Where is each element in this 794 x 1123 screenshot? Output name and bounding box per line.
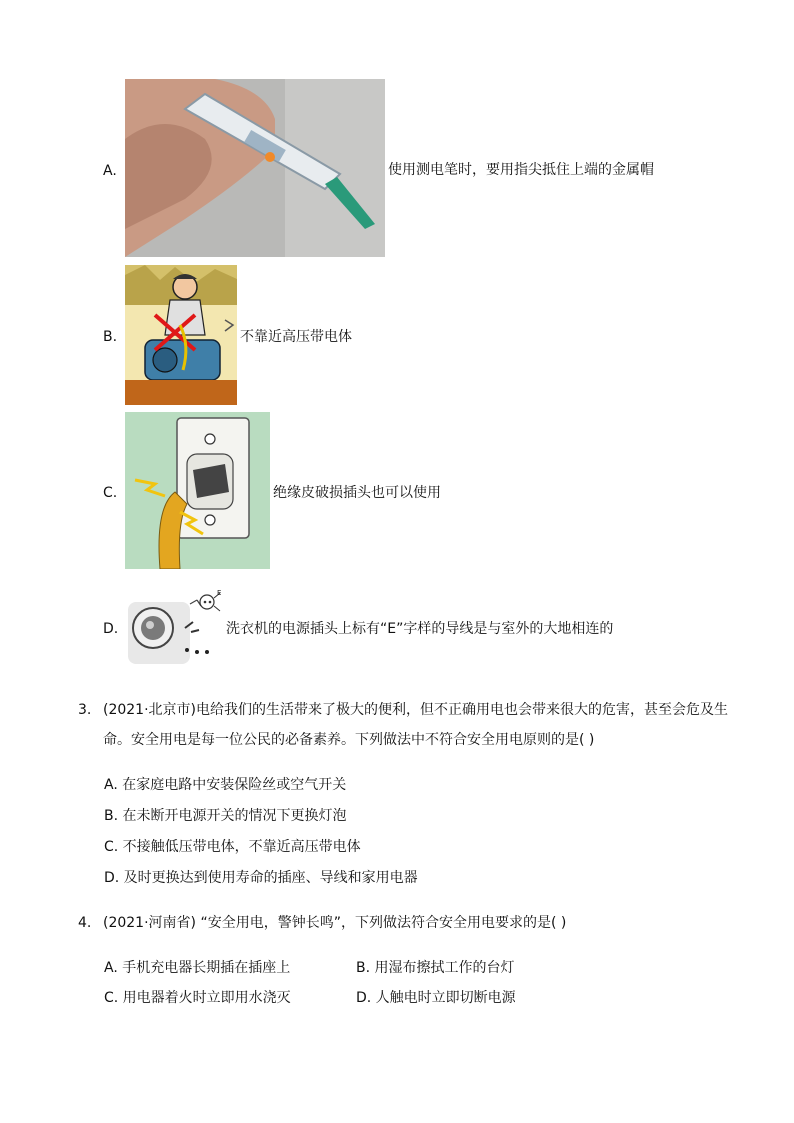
q3-stem-line1: (2021·北京市)电给我们的生活带来了极大的便利，但不正确用电也会带来很大的危害，甚至会危及生 [103,702,729,718]
damaged-plug-illustration [125,412,270,569]
q4-number: 4. [78,915,92,931]
q4-option-c: C. 用电器着火时立即用水浇灭 [104,990,291,1006]
high-voltage-cartoon [125,265,237,405]
q4-option-d: D. 人触电时立即切断电源 [356,990,516,1006]
option-d-text: 洗衣机的电源插头上标有“E”字样的导线是与室外的大地相连的 [226,621,614,637]
option-a-text: 使用测电笔时，要用指尖抵住上端的金属帽 [388,162,654,178]
q3-option-d: D. 及时更换达到使用寿命的插座、导线和家用电器 [104,870,418,886]
option-b-text: 不靠近高压带电体 [240,329,352,345]
option-d-letter: D. [103,621,119,637]
q3-option-a: A. 在家庭电路中安装保险丝或空气开关 [104,777,347,793]
option-c-letter: C. [103,485,118,501]
q3-number: 3. [78,702,92,718]
test-pen-photo [125,79,385,257]
earth-symbol-label: E [217,589,222,597]
q4-option-b: B. 用湿布擦拭工作的台灯 [356,960,515,976]
grounded-plug-diagram [125,586,225,666]
q3-stem-line2: 命。安全用电是每一位公民的必备素养。下列做法中不符合安全用电原则的是( ) [103,732,595,748]
option-a-letter: A. [103,163,117,179]
q4-stem: (2021·河南省) “安全用电，警钟长鸣”，下列做法符合安全用电要求的是( ) [103,915,567,931]
q3-option-c: C. 不接触低压带电体，不靠近高压带电体 [104,839,361,855]
option-b-letter: B. [103,329,118,345]
q3-option-b: B. 在未断开电源开关的情况下更换灯泡 [104,808,347,824]
q4-option-a: A. 手机充电器长期插在插座上 [104,960,291,976]
option-c-text: 绝缘皮破损插头也可以使用 [273,485,441,501]
